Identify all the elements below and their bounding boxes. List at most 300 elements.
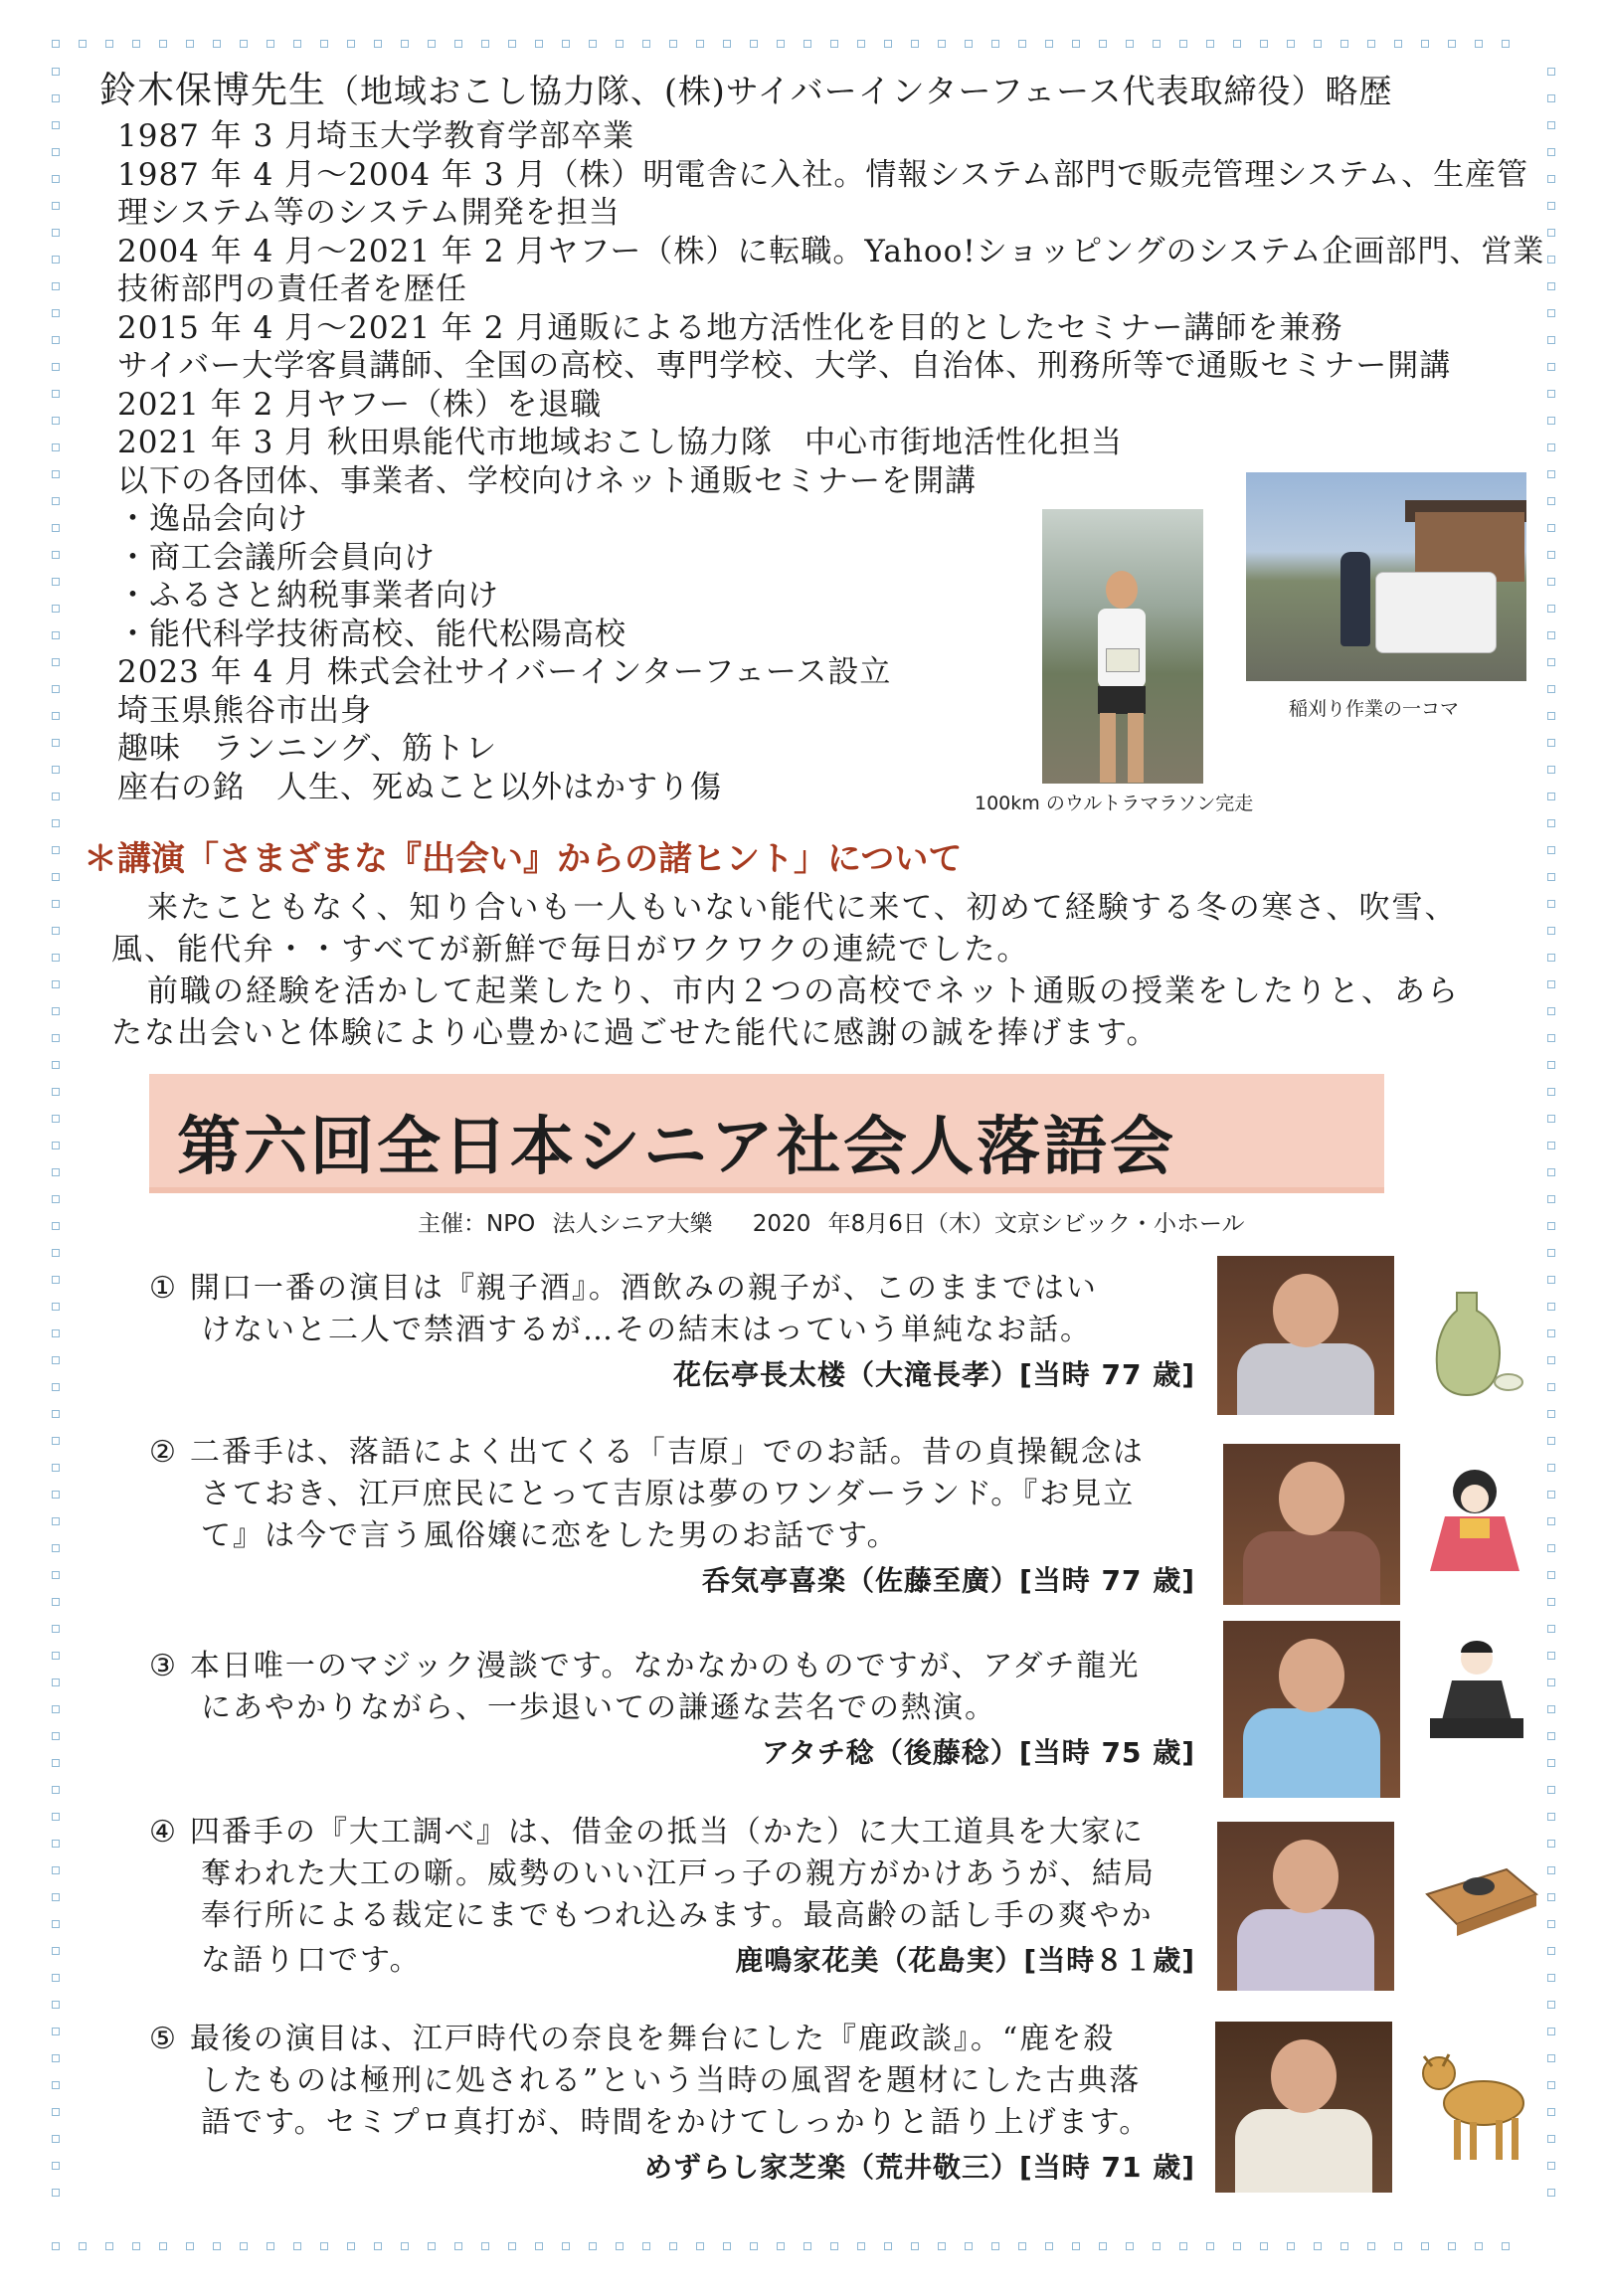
border-dot (52, 1705, 60, 1713)
magician-icon (1422, 1631, 1531, 1750)
border-dot (1018, 2242, 1026, 2250)
bio-line: 2015 年 4 月～2021 年 2 月通販による地方活性化を目的としたセミナー講師を兼務 (117, 309, 1343, 346)
border-dot (669, 40, 677, 48)
border-dot (1547, 1356, 1555, 1364)
border-dot (1153, 2242, 1161, 2250)
act-item (149, 2019, 1195, 2186)
border-dot (1547, 846, 1555, 854)
border-dot (428, 2242, 436, 2250)
border-dot (965, 40, 973, 48)
act-text: けないと二人で禁酒するが…その結末はっていう単純なお話。 (201, 1313, 1092, 1347)
border-dot (52, 605, 60, 613)
border-dot (1475, 2242, 1483, 2250)
border-dot (1547, 1840, 1555, 1848)
border-dot (1547, 1034, 1555, 1042)
border-dot (52, 1195, 60, 1203)
border-dot (1547, 873, 1555, 881)
border-dot (52, 2028, 60, 2035)
act-performer: アタチ稔（後藤稔）[当時 75 歳] (761, 1736, 1195, 1769)
border-dot (52, 1732, 60, 1740)
border-dot (562, 2242, 570, 2250)
border-dot (884, 40, 892, 48)
border-dot (320, 2242, 328, 2250)
border-dot (52, 819, 60, 827)
border-dot (52, 1356, 60, 1364)
act-performer: 鹿鳴家花美（花島実）[当時８１歳] (735, 1944, 1195, 1977)
border-dot (52, 1034, 60, 1042)
border-dot (857, 40, 865, 48)
act-performer: 呑気亭喜楽（佐藤至廣）[当時 77 歳] (701, 1564, 1195, 1597)
border-dot (52, 1061, 60, 1069)
border-dot (52, 631, 60, 639)
border-dot (1547, 1383, 1555, 1391)
border-dot (52, 1893, 60, 1901)
border-dot (267, 2242, 274, 2250)
border-dot (52, 1491, 60, 1499)
act-item (149, 1812, 1195, 1982)
border-dot (857, 2242, 865, 2250)
act-text: な語り口です。 (201, 1943, 422, 1978)
border-dot (1547, 2162, 1555, 2170)
border-dot (52, 1571, 60, 1579)
border-dot (374, 40, 382, 48)
border-dot (1547, 1974, 1555, 1982)
act-text: 奪われた大工の噺。威勢のいい江戸っ子の親方がかけあうが、結局 (201, 1856, 1156, 1891)
border-dot (52, 175, 60, 183)
border-dot (52, 1920, 60, 1928)
border-dot (830, 2242, 838, 2250)
border-dot (1287, 40, 1295, 48)
border-dot (52, 121, 60, 129)
lecture-description (111, 887, 1460, 1054)
border-dot (52, 40, 60, 48)
border-dot (1547, 1491, 1555, 1499)
border-dot (1547, 1786, 1555, 1794)
border-dot (52, 497, 60, 505)
border-dot (52, 739, 60, 747)
border-dot (52, 336, 60, 344)
border-dot (52, 524, 60, 532)
border-dot (1502, 2242, 1510, 2250)
border-dot (1547, 1303, 1555, 1311)
border-dot (1547, 1061, 1555, 1069)
border-dot (1099, 2242, 1107, 2250)
border-dot (1126, 40, 1134, 48)
bio-line: 2021 年 2 月ヤフー（株）を退職 (117, 386, 603, 423)
event-title: 第六回全日本シニア社会人落語会 (177, 1111, 1176, 1184)
border-dot (1448, 2242, 1456, 2250)
border-dot (669, 2242, 677, 2250)
border-dot (52, 1813, 60, 1821)
border-dot (52, 578, 60, 586)
border-dot (105, 2242, 113, 2250)
border-dot (1502, 40, 1510, 48)
border-dot (1547, 1088, 1555, 1096)
bio-line: 2004 年 4 月～2021 年 2 月ヤフー（株）に転職。Yahoo!ショッピングのシステム企画部門、営業 (117, 233, 1545, 269)
bio-line: ・逸品会向け (117, 501, 308, 537)
border-dot (1547, 68, 1555, 76)
border-dot (52, 2108, 60, 2116)
border-dot (481, 40, 489, 48)
border-dot (79, 2242, 87, 2250)
act-text: 最後の演目は、江戸時代の奈良を舞台にした『鹿政談』。“鹿を殺 (189, 2022, 1116, 2056)
border-dot (965, 2242, 973, 2250)
border-dot (1340, 40, 1348, 48)
bio-line: サイバー大学客員講師、全国の高校、専門学校、大学、自治体、刑務所等で通販セミナー開講 (117, 348, 1452, 384)
border-dot (347, 2242, 355, 2250)
border-dot (1126, 2242, 1134, 2250)
border-dot (991, 2242, 999, 2250)
border-dot (1394, 40, 1402, 48)
border-dot (52, 2162, 60, 2170)
act-item (149, 1268, 1195, 1393)
border-dot (750, 2242, 758, 2250)
border-dot (52, 68, 60, 76)
border-dot (1314, 2242, 1322, 2250)
border-dot (52, 793, 60, 800)
marathon-photo (1042, 509, 1203, 784)
lecture-line: 風、能代弁・・すべてが新鮮で毎日がワクワクの連続でした。 (111, 932, 1030, 968)
act-item (149, 1646, 1195, 1771)
border-dot (1547, 94, 1555, 102)
border-dot (1260, 2242, 1268, 2250)
border-dot (79, 40, 87, 48)
border-dot (1547, 1329, 1555, 1337)
border-dot (52, 1115, 60, 1123)
border-dot (1547, 927, 1555, 935)
border-dot (52, 1974, 60, 1982)
border-dot (428, 40, 436, 48)
border-dot (52, 1652, 60, 1660)
border-dot (1233, 2242, 1241, 2250)
border-dot (1547, 1464, 1555, 1472)
act-number: ② (149, 1435, 178, 1470)
border-dot (52, 1786, 60, 1794)
border-dot (105, 40, 113, 48)
border-dot (52, 1168, 60, 1176)
act-text: にあやかりながら、一歩退いての謙遜な芸名での熱演。 (201, 1690, 996, 1725)
border-dot (240, 2242, 248, 2250)
border-dot (1547, 1866, 1555, 1874)
border-dot (186, 2242, 194, 2250)
performer-photo (1223, 1621, 1400, 1798)
act-item (149, 1432, 1195, 1599)
border-dot (1547, 2081, 1555, 2089)
border-dot (293, 40, 301, 48)
border-dot (52, 363, 60, 371)
act-number: ① (149, 1271, 178, 1306)
border-dot (52, 1222, 60, 1230)
rice-harvest-photo (1246, 472, 1526, 681)
border-dot (1547, 1571, 1555, 1579)
border-dot (1206, 2242, 1214, 2250)
border-dot (52, 551, 60, 559)
bio-affiliation: （地域おこし協力隊、(株)サイバーインターフェース代表取締役）略歴 (326, 72, 1393, 110)
border-dot (52, 1947, 60, 1955)
border-dot (1179, 40, 1187, 48)
border-dot (804, 2242, 811, 2250)
border-dot (1340, 2242, 1348, 2250)
event-banner (149, 1074, 1384, 1193)
border-dot (1448, 40, 1456, 48)
border-dot (1394, 2242, 1402, 2250)
border-dot (616, 40, 624, 48)
border-dot (401, 40, 409, 48)
border-dot (293, 2242, 301, 2250)
event-organizer-info: 主催：NPO 法人シニア大樂 2020 年8月6日（木）文京シビック・小ホール (418, 1211, 1245, 1237)
border-dot (52, 1464, 60, 1472)
border-dot (723, 2242, 731, 2250)
oiran-icon (1420, 1457, 1529, 1576)
border-dot (52, 1142, 60, 1149)
border-dot (535, 40, 543, 48)
performer-photo (1217, 1822, 1394, 1991)
act-performer: めずらし家芝楽（荒井敬三）[当時 71 歳] (643, 2151, 1195, 2184)
border-dot (52, 1866, 60, 1874)
border-dot (52, 148, 60, 156)
border-left (52, 68, 60, 2197)
bio-heading (99, 60, 1393, 113)
sake-bottle-icon (1417, 1283, 1526, 1402)
border-dot (454, 2242, 462, 2250)
bio-line: 理システム等のシステム開発を担当 (117, 195, 621, 231)
border-dot (1475, 40, 1483, 48)
border-dot (1547, 819, 1555, 827)
border-dot (1547, 1732, 1555, 1740)
border-dot (1421, 2242, 1429, 2250)
border-dot (52, 2001, 60, 2009)
bio-line: 1987 年 4 月～2004 年 3 月（株）明電舎に入社。情報システム部門で販売管理システム、生産管 (117, 156, 1529, 193)
border-dot (159, 40, 167, 48)
border-dot (481, 2242, 489, 2250)
border-dot (1547, 2108, 1555, 2116)
bio-line: 以下の各団体、事業者、学校向けネット通販セミナーを開講 (117, 462, 977, 499)
border-dot (1421, 40, 1429, 48)
border-dot (1206, 40, 1214, 48)
border-dot (1547, 1517, 1555, 1525)
border-dot (159, 2242, 167, 2250)
border-dot (52, 2189, 60, 2197)
bio-line: 埼玉県熊谷市出身 (117, 692, 372, 729)
border-dot (508, 2242, 516, 2250)
border-bottom (52, 2242, 1510, 2250)
border-dot (1547, 2028, 1555, 2035)
border-dot (213, 40, 221, 48)
border-dot (1547, 2135, 1555, 2143)
border-dot (1045, 40, 1053, 48)
border-dot (52, 1410, 60, 1418)
border-dot (1547, 1276, 1555, 1284)
border-dot (52, 846, 60, 854)
border-dot (535, 2242, 543, 2250)
border-dot (1547, 1544, 1555, 1552)
border-dot (1547, 1759, 1555, 1767)
border-dot (1547, 980, 1555, 988)
border-dot (52, 1625, 60, 1633)
border-dot (589, 2242, 597, 2250)
border-dot (52, 712, 60, 720)
border-dot (1287, 2242, 1295, 2250)
border-dot (1547, 1893, 1555, 1901)
border-dot (1547, 1813, 1555, 1821)
border-dot (267, 40, 274, 48)
border-dot (804, 40, 811, 48)
act-text: 語です。セミプロ真打が、時間をかけてしっかりと語り上げます。 (201, 2105, 1152, 2140)
border-dot (52, 1007, 60, 1015)
border-dot (1547, 1947, 1555, 1955)
border-dot (1072, 40, 1080, 48)
border-dot (938, 40, 946, 48)
border-dot (1153, 40, 1161, 48)
act-number: ③ (149, 1649, 178, 1683)
border-dot (132, 40, 140, 48)
border-dot (1314, 40, 1322, 48)
border-dot (1233, 40, 1241, 48)
border-dot (52, 1840, 60, 1848)
bio-line: 2021 年 3 月 秋田県能代市地域おこし協力隊 中心市街地活性化担当 (117, 425, 1124, 460)
border-dot (938, 2242, 946, 2250)
lecture-title: ＊講演「さまざまな『出会い』からの諸ヒント」について (84, 839, 963, 879)
border-dot (750, 40, 758, 48)
border-dot (52, 685, 60, 693)
lecture-line: 来たこともなく、知り合いも一人もいない能代に来て、初めて経験する冬の寒さ、吹雪、 (147, 890, 1458, 926)
border-dot (52, 954, 60, 962)
border-dot (1179, 2242, 1187, 2250)
border-dot (52, 1517, 60, 1525)
border-dot (1547, 1437, 1555, 1445)
border-dot (52, 309, 60, 317)
act-number: ④ (149, 1815, 178, 1850)
bio-line: 座右の銘 人生、死ぬこと以外はかすり傷 (117, 769, 722, 805)
act-text: 開口一番の演目は『親子酒』。酒飲みの親子が、このままではい (189, 1271, 1098, 1306)
border-dot (1547, 1652, 1555, 1660)
bio-line: 1987 年 3 月埼玉大学教育学部卒業 (117, 118, 635, 154)
border-dot (1547, 1249, 1555, 1257)
border-dot (642, 2242, 650, 2250)
border-dot (1547, 2001, 1555, 2009)
act-text: 四番手の『大工調べ』は、借金の抵当（かた）に大工道具を大家に (189, 1815, 1145, 1850)
border-dot (696, 2242, 704, 2250)
border-dot (508, 40, 516, 48)
rice-harvest-caption: 稲刈り作業の一コマ (1289, 698, 1460, 720)
border-dot (1260, 40, 1268, 48)
border-dot (1547, 1195, 1555, 1203)
border-dot (589, 40, 597, 48)
border-dot (991, 40, 999, 48)
border-dot (52, 1249, 60, 1257)
border-dot (1547, 900, 1555, 908)
act-text: 本日唯一のマジック漫談です。なかなかのものですが、アダチ龍光 (189, 1649, 1141, 1683)
performer-photo (1223, 1444, 1400, 1605)
border-dot (52, 2242, 60, 2250)
border-dot (777, 40, 785, 48)
border-dot (374, 2242, 382, 2250)
border-dot (52, 900, 60, 908)
border-dot (1547, 2189, 1555, 2197)
border-dot (52, 1383, 60, 1391)
act-text: したものは極刑に処される”という当時の風習を題材にした古典落 (201, 2063, 1142, 2098)
border-dot (1547, 1678, 1555, 1686)
bio-line: 技術部門の責任者を歴任 (117, 271, 467, 307)
border-dot (52, 1678, 60, 1686)
border-dot (1547, 1142, 1555, 1149)
border-dot (696, 40, 704, 48)
border-dot (52, 1088, 60, 1096)
border-dot (1099, 40, 1107, 48)
border-dot (1547, 1168, 1555, 1176)
border-dot (52, 282, 60, 290)
border-dot (52, 1544, 60, 1552)
border-dot (52, 256, 60, 264)
act-text: さておき、江戸庶民にとって吉原は夢のワンダーランド。『お見立 (201, 1477, 1136, 1511)
border-dot (1547, 1598, 1555, 1606)
act-text: て』は今で言う風俗嬢に恋をした男のお話です。 (201, 1518, 899, 1553)
border-dot (911, 40, 919, 48)
border-dot (616, 2242, 624, 2250)
border-dot (1367, 40, 1375, 48)
border-dot (830, 40, 838, 48)
border-dot (52, 766, 60, 774)
border-dot (52, 417, 60, 425)
border-dot (52, 980, 60, 988)
border-top (52, 40, 1510, 48)
border-dot (52, 470, 60, 478)
border-dot (52, 1598, 60, 1606)
border-dot (1547, 2054, 1555, 2062)
border-dot (52, 1303, 60, 1311)
border-dot (1547, 1222, 1555, 1230)
deer-icon (1414, 2038, 1538, 2168)
performer-photo (1217, 1256, 1394, 1415)
bio-line: ・商工会議所会員向け (117, 539, 436, 576)
border-dot (52, 1759, 60, 1767)
border-dot (454, 40, 462, 48)
border-dot (1547, 1920, 1555, 1928)
border-dot (1547, 1625, 1555, 1633)
border-dot (52, 229, 60, 237)
border-dot (240, 40, 248, 48)
border-dot (401, 2242, 409, 2250)
border-dot (1547, 954, 1555, 962)
border-dot (347, 40, 355, 48)
border-dot (1367, 2242, 1375, 2250)
border-dot (884, 2242, 892, 2250)
bio-line: 趣味 ランニング、筋トレ (117, 731, 498, 767)
border-dot (320, 40, 328, 48)
border-dot (52, 658, 60, 666)
border-dot (911, 2242, 919, 2250)
border-dot (1072, 2242, 1080, 2250)
act-performer: 花伝亭長太楼（大滝長孝）[当時 77 歳] (672, 1358, 1195, 1391)
border-dot (213, 2242, 221, 2250)
border-dot (1547, 1705, 1555, 1713)
border-dot (562, 40, 570, 48)
lecture-line: 前職の経験を活かして起業したり、市内２つの高校でネット通販の授業をしたりと、あら (147, 973, 1460, 1009)
bio-line: ・ふるさと納税事業者向け (117, 578, 499, 614)
border-dot (52, 390, 60, 398)
carpenter-plane-icon (1417, 1845, 1541, 1964)
bio-name: 鈴木保博先生 (99, 69, 326, 111)
bio-line: 2023 年 4 月 株式会社サイバーインターフェース設立 (117, 654, 892, 690)
act-number: ⑤ (149, 2022, 178, 2056)
lecture-line: たな出会いと体験により心豊かに過ごせた能代に感謝の誠を捧げます。 (111, 1015, 1160, 1051)
border-dot (1547, 1115, 1555, 1123)
border-dot (52, 927, 60, 935)
border-dot (52, 94, 60, 102)
border-dot (52, 1437, 60, 1445)
border-dot (52, 873, 60, 881)
performer-photo (1215, 2022, 1392, 2193)
